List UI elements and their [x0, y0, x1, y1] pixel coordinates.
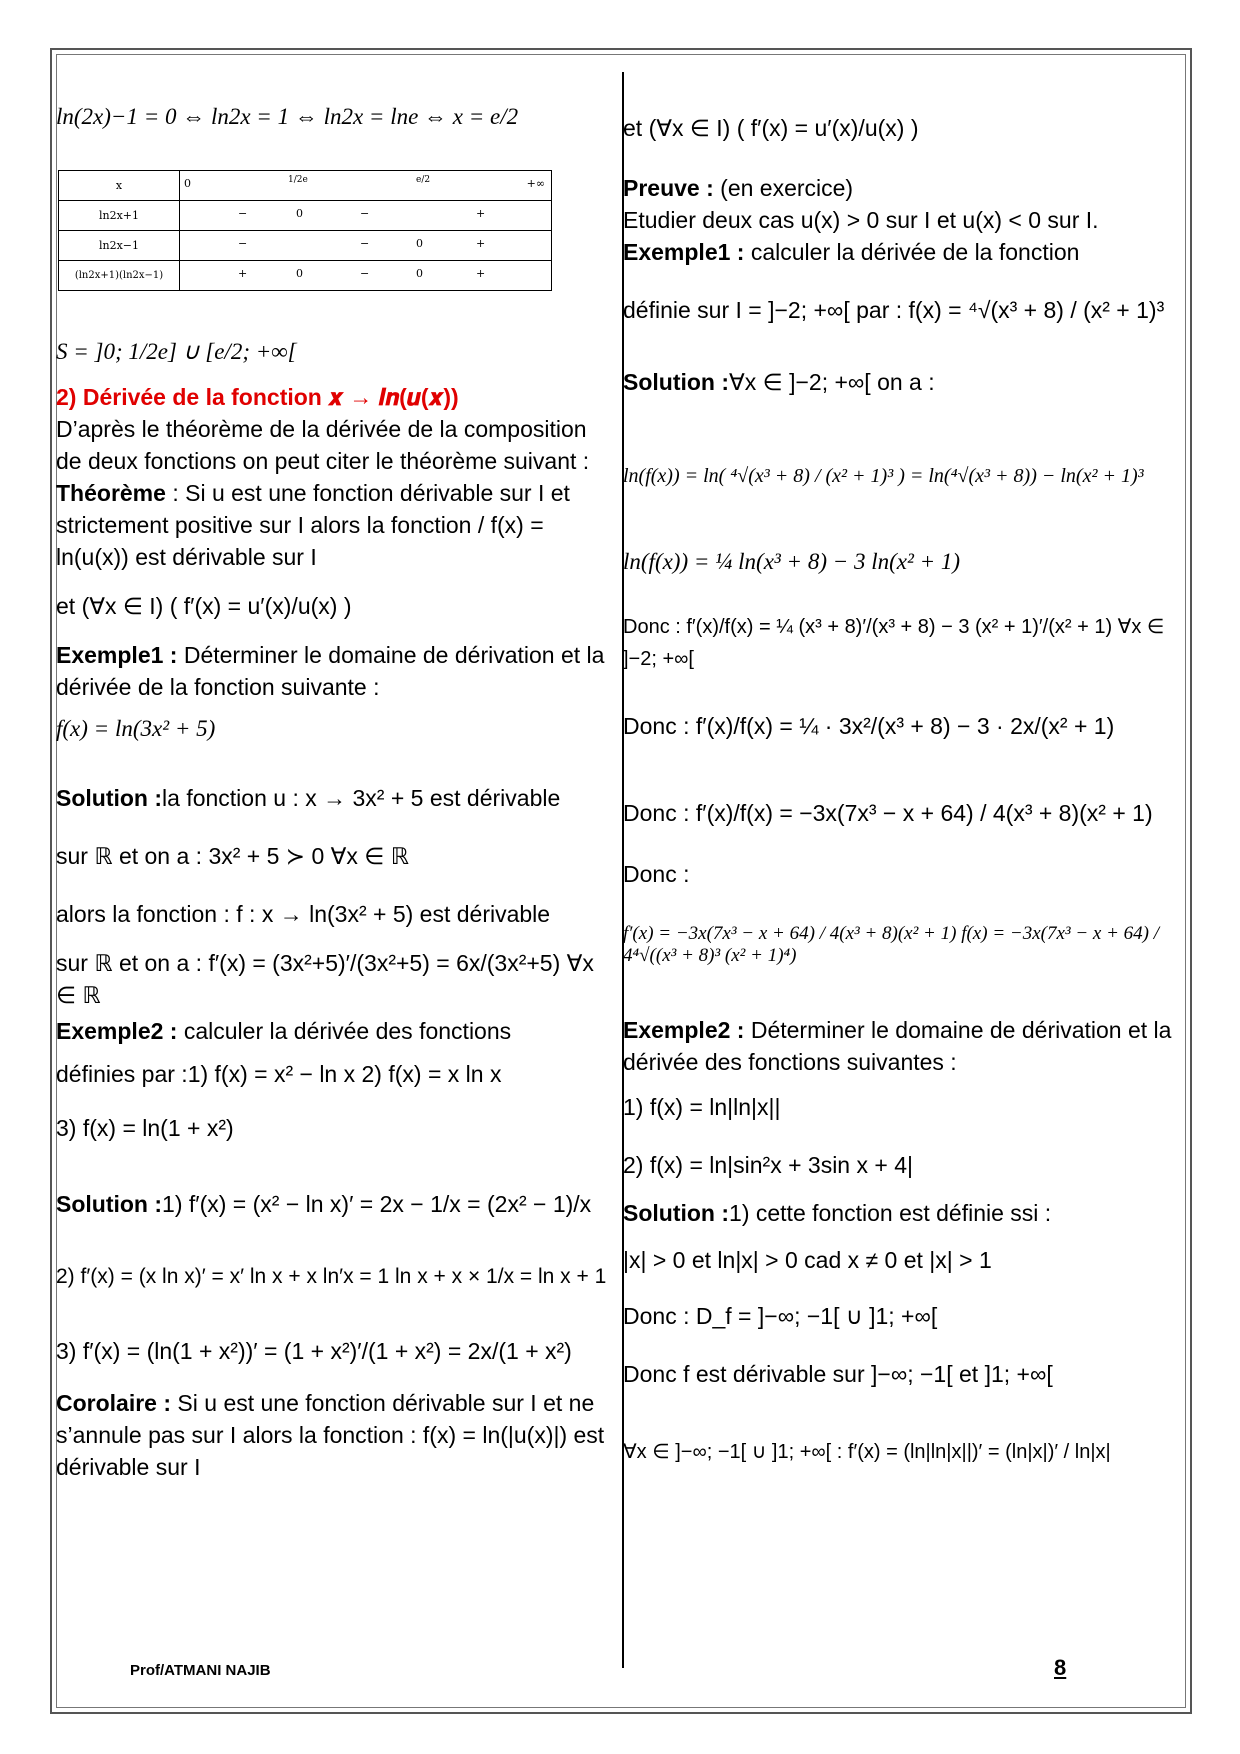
sign: +	[476, 237, 486, 250]
solution-set: S = ]0; 1/2e] ∪ [e/2; +∞[	[56, 339, 297, 364]
solution2-last: ∀x ∈ ]−∞; −1[ ∪ ]1; +∞[ : f′(x) = (ln|ln|x||)′ = (ln|x|)′ / ln|x|	[623, 1441, 1111, 1463]
sign: −	[238, 207, 248, 220]
sign: −	[238, 237, 248, 250]
theorem-label: Théorème	[56, 480, 166, 506]
sign: 0	[416, 237, 423, 250]
theorem-formula: et (∀x ∈ I) ( f′(x) = u′(x)/u(x) )	[56, 593, 352, 619]
proof-text: (en exercice)	[713, 175, 854, 201]
solution1-line-c: alors la fonction : f : x → ln(3x² + 5) est dérivable	[56, 901, 551, 927]
solution2-domain: Donc : D_f = ]−∞; −1[ ∪ ]1; +∞[	[623, 1303, 938, 1329]
log-line-1: ln(f(x)) = ln( ⁴√(x³ + 8) / (x² + 1)³ ) = ln(⁴√(x³ + 8)) − ln(x² + 1)³	[623, 464, 1144, 487]
example2-label: Exemple2 :	[56, 1018, 178, 1044]
table-cell	[180, 231, 552, 261]
solution2-label-right: Solution :	[623, 1200, 730, 1226]
sign: 0	[416, 267, 423, 280]
row-label: (ln2x+1)(ln2x−1)	[59, 261, 180, 291]
header-e-2: e/2	[416, 175, 431, 185]
proof-label: Preuve :	[623, 175, 714, 201]
left-column	[56, 90, 612, 1483]
example2-text-right: Déterminer le domaine de dérivation et la dérivée des fonctions suivantes :	[623, 1017, 1172, 1075]
table-cell	[180, 171, 552, 201]
solution2-right	[623, 1194, 1175, 1232]
sign: +	[476, 267, 486, 280]
table-cell	[180, 261, 552, 291]
header-plus-inf: +∞	[526, 177, 545, 190]
example2-item1: 1) f(x) = ln|ln|x||	[623, 1094, 781, 1120]
example1-paragraph	[56, 639, 612, 703]
page-number: 8	[1054, 1655, 1067, 1680]
table-row	[59, 201, 552, 231]
table-cell: x	[59, 171, 180, 201]
solution2-condition: |x| > 0 et ln|x| > 0 cad x ≠ 0 et |x| > 1	[623, 1247, 992, 1273]
sign: +	[476, 207, 486, 220]
solution1-line-d: sur ℝ et on a : f′(x) = (3x²+5)′/(3x²+5) = 6x/(3x²+5) ∀x ∈ ℝ	[56, 950, 594, 1008]
right-column	[623, 90, 1175, 1500]
row-label: ln2x−1	[59, 231, 180, 261]
example2-label-right: Exemple2 :	[623, 1017, 745, 1043]
derivative-line-3: Donc : f′(x)/f(x) = −3x(7x³ − x + 64) / 4(x³ + 8)(x² + 1)	[623, 800, 1153, 826]
table-cell	[180, 201, 552, 231]
example1-text-right: calculer la dérivée de la fonction	[744, 239, 1080, 265]
sign-table	[58, 170, 552, 291]
table-row	[59, 171, 552, 201]
solution-label-right: Solution :	[623, 369, 730, 395]
solution2-text-right: 1) cette fonction est définie ssi :	[729, 1200, 1052, 1226]
solution1-line-a	[56, 769, 612, 827]
table-row	[59, 231, 552, 261]
corollary-paragraph	[56, 1387, 612, 1483]
theorem-text: : Si u est une fonction dérivable sur I et strictement positive sur I alors la fonction / f(x) = ln(u(x)) est dérivable sur I	[56, 480, 570, 570]
solution-right	[623, 362, 1175, 402]
row-label: ln2x+1	[59, 201, 180, 231]
solution-label: Solution :	[56, 785, 163, 811]
example1-label-right: Exemple1 :	[623, 239, 745, 265]
sign: −	[360, 267, 370, 280]
example2-paragraph-right	[623, 1014, 1175, 1078]
solution2-label: Solution :	[56, 1191, 163, 1217]
intro-paragraph: D’après le théorème de la dérivée de la composition de deux fonctions on peut citer le théorème suivant :	[56, 416, 590, 474]
solution2-text: 1) f′(x) = (x² − ln x)′ = 2x − 1/x = (2x² − 1)/x	[162, 1191, 592, 1217]
example2-line2: définies par :1) f(x) = x² − ln x 2) f(x) = x ln x	[56, 1061, 502, 1087]
sign: 0	[296, 207, 303, 220]
table-row	[59, 261, 552, 291]
corollary-label: Corolaire :	[56, 1390, 172, 1416]
solution2-line3: 3) f′(x) = (ln(1 + x²))′ = (1 + x²)′/(1 + x²) = 2x/(1 + x²)	[56, 1338, 572, 1364]
sign: 0	[296, 267, 303, 280]
section-title: 2) Dérivée de la fonction 𝒙 → 𝒍𝒏(𝒖(𝒙))	[56, 384, 459, 410]
sign: +	[238, 267, 248, 280]
solution1-line-b: sur ℝ et on a : 3x² + 5 ≻ 0 ∀x ∈ ℝ	[56, 843, 409, 869]
solution2-line2: 2) f′(x) = (x ln x)′ = x′ ln x + x ln′x = 1 ln x + x × 1/x = ln x + 1	[56, 1265, 607, 1288]
sign: −	[360, 207, 370, 220]
solution-text: la fonction u : x → 3x² + 5 est dérivable	[162, 785, 561, 811]
example2-text: calculer la dérivée des fonctions	[177, 1018, 512, 1044]
header-1-2e: 1/2e	[288, 175, 308, 185]
example2-item2: 2) f(x) = ln|sin²x + 3sin x + 4|	[623, 1152, 913, 1178]
log-line-2: ln(f(x)) = ¼ ln(x³ + 8) − 3 ln(x² + 1)	[623, 549, 961, 574]
derivative-line-1: Donc : f′(x)/f(x) = ¼ (x³ + 8)′/(x³ + 8) − 3 (x² + 1)′/(x² + 1) ∀x ∈ ]−2; +∞[	[623, 616, 1165, 670]
solution-text-right: ∀x ∈ ]−2; +∞[ on a :	[729, 369, 935, 395]
derivative-line-2: Donc : f′(x)/f(x) = ¼ · 3x²/(x³ + 8) − 3 · 2x/(x² + 1)	[623, 713, 1115, 739]
theorem-paragraph	[56, 477, 612, 573]
example1-definition: définie sur I = ]−2; +∞[ par : f(x) = ⁴√(x³ + 8) / (x² + 1)³	[623, 297, 1165, 323]
derivative-final: f′(x) = −3x(7x³ − x + 64) / 4(x³ + 8)(x² + 1) f(x) = −3x(7x³ − x + 64) / 4⁴√((x³ + 8)³ (x² + 1)⁴)	[623, 923, 1160, 966]
example1-text: Déterminer le domaine de dérivation et la dérivée de la fonction suivante :	[56, 642, 605, 700]
solution2-line1	[56, 1169, 612, 1239]
example1-label: Exemple1 :	[56, 642, 178, 668]
example1-paragraph-right	[623, 236, 1175, 268]
example2-line3: 3) f(x) = ln(1 + x²)	[56, 1115, 234, 1141]
corollary-text: Si u est une fonction dérivable sur I et ne s’annule pas sur I alors la fonction : f(x) = ln(|u(x)|) est dérivable sur I	[56, 1390, 605, 1480]
equation-line: ln(2x)−1 = 0 ⇔ ln2x = 1 ⇔ ln2x = lne ⇔ x = e/2	[56, 104, 519, 129]
example2-paragraph	[56, 1015, 612, 1047]
footer-author: Prof/ATMANI NAJIB	[130, 1662, 271, 1679]
solution2-derivable: Donc f est dérivable sur ]−∞; −1[ et ]1; +∞[	[623, 1361, 1053, 1387]
sign: −	[360, 237, 370, 250]
right-formula: et (∀x ∈ I) ( f′(x) = u′(x)/u(x) )	[623, 115, 919, 141]
header-zero: 0	[184, 177, 191, 190]
example1-function: f(x) = ln(3x² + 5)	[56, 716, 216, 741]
proof-line2: Etudier deux cas u(x) > 0 sur I et u(x) < 0 sur I.	[623, 207, 1099, 233]
derivative-line-4: Donc :	[623, 861, 690, 887]
proof-paragraph	[623, 172, 1175, 204]
